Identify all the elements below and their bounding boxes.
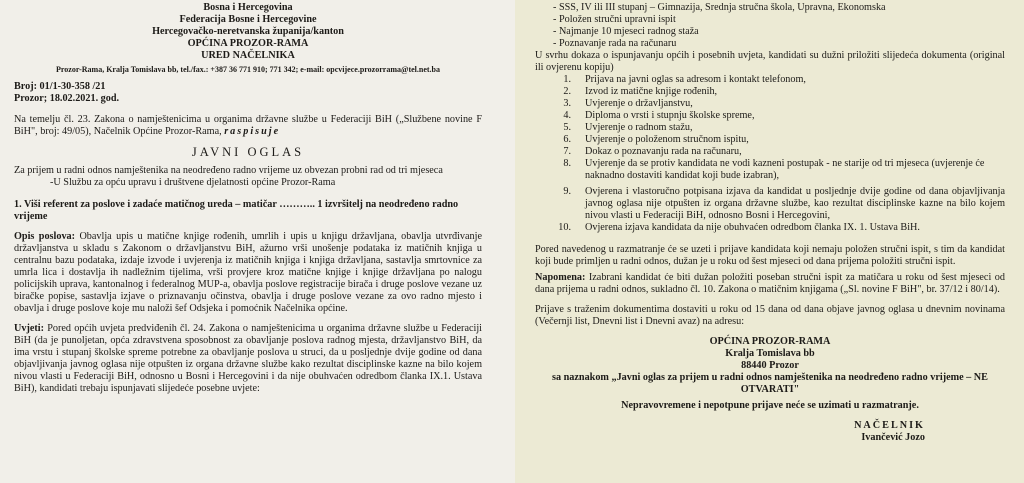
special-conditions-list	[535, 2, 1005, 50]
address-line: Kralja Tomislava bb	[725, 348, 815, 359]
purpose-text: Za prijem u radni odnos namještenika na neodređeno radno vrijeme uz obvezan probni rad od tri mjeseca	[14, 165, 443, 176]
list-item: - SSS, IV ili III stupanj – Gimnazija, Srednja stručna škola, Upravna, Ekonomska	[553, 2, 1005, 14]
address-line: 88440 Prozor	[741, 360, 799, 371]
note-exam: Pored navedenog u razmatranje će se uzeti i prijave kandidata koji nemaju položen stručni ispit, s tim da kandidat koji bude primljen u radni odnos, dužan je u roku od šest mjeseci od dana prijema položiti stručni ispit.	[535, 244, 1005, 267]
intro-text: Na temelju čl. 23. Zakona o namještenicima u organima državne službe u Federaciji BiH („Službene novine F BiH", broj: 49/05), Načelnik Općine Prozor-Rama, raspisuje	[14, 114, 482, 137]
documents-list	[535, 74, 1005, 234]
list-item: 4. Diploma o vrsti i stupnju školske spreme,	[563, 110, 755, 121]
delivery-text: Prijave s traženim dokumentima dostaviti u roku od 15 dana od dana objave javnog oglasa u dnevnim novinama (Večernji list, Dnevni list i Dnevni avaz) na adresu:	[535, 304, 1005, 327]
conditions-text: Uvjeti: Pored općih uvjeta predviđenih čl. 24. Zakona o namještenicima u organima državne službe u Federaciji BiH (da je punoljetan, opća zdravstvena sposobnost za obavljanje poslova radnog mjesta, državljanstvo BiH, da ima vrstu i stupanj školske spreme potrebne za obavljanje poslova u struci, da u posljednje dvije godine od dana objavljivanja javnog oglasa nije otpušten iz organa državne službe kako rezultat disciplinske kazne na bilo kojem nivou vlasti u Federaciji BiH, odnosno u Bosni i Hercegovini i da nije obuhvaćen odredbom članka IX.1. Ustava BiH), kandidati trebaju ispunjavati slijedeće posebne uvjete:	[14, 323, 482, 394]
ad-title: JAVNI OGLAS	[191, 145, 305, 159]
list-item: 3. Uvjerenje o državljanstvu,	[563, 98, 693, 109]
list-item: 8. Uvjerenje da se protiv kandidata ne vodi kazneni postupak - ne starije od tri mjeseca (uvjerenje će naknadno dostaviti kandidat koji bude izabran),	[563, 158, 985, 181]
list-item: - Najmanje 10 mjeseci radnog staža	[553, 26, 1005, 38]
signature-role: NAČELNIK	[854, 420, 925, 431]
address-line: OPĆINA PROZOR-RAMA	[709, 336, 831, 347]
list-item: 6. Uvjerenje o položenom stručnom ispitu,	[563, 134, 749, 145]
header-canton: Hercegovačko-neretvanska županija/kanton	[152, 26, 344, 37]
signature-name: Ivančević Jozo	[861, 432, 925, 443]
address-note: sa naznakom „Javni oglas za prijem u radni odnos namještenika na neodređeno radno vrijeme – NE OTVARATI"	[552, 372, 988, 395]
header-municipality: OPĆINA PROZOR-RAMA	[187, 38, 309, 49]
remark-text: Napomena: Izabrani kandidat će biti dužan položiti poseban stručni ispit za matičara u roku od šest mjeseci od dana prijema u radni odnos, sukladno čl. 10. Zakona o matičnim knjigama („Sl. novine F BiH", br. 37/12 i 80/14).	[535, 272, 1005, 295]
announcement-right	[535, 2, 1005, 444]
list-item: 5. Uvjerenje o radnom stažu,	[563, 122, 693, 133]
header-contact: Prozor-Rama, Kralja Tomislava bb, tel./fax.: +387 36 771 910; 771 342; e-mail: opcvijece.prozorrama@tel.net.ba	[55, 65, 440, 74]
list-item: 7. Dokaz o poznavanju rada na računaru,	[563, 146, 742, 157]
list-item: - Položen stručni upravni ispit	[553, 14, 1005, 26]
warning-text: Nepravovremene i nepotpune prijave neće se uzimati u razmatranje.	[621, 400, 919, 411]
list-item: 10. Ovjerena izjava kandidata da nije obuhvaćen odredbom članka IX. 1. Ustava BiH.	[558, 222, 920, 233]
list-item: 9. Ovjerena i vlastoručno potpisana izjava da kandidat u posljednje dvije godine od dana objavljivanja javnog oglasa nije otpušten iz organa državne službe, kao rezultat disciplinske kazne na bilo kojem nivou vlasti u Federaciji BiH, odnosno Bosni i Hercegovini,	[563, 186, 1005, 221]
position-title: 1. Viši referent za poslove i zadaće matičnog ureda – matičar ……….. 1 izvršitelj na neodređeno radno vrijeme	[14, 199, 459, 222]
right-column	[515, 0, 1024, 483]
announcement-left	[14, 2, 482, 395]
list-item: 1. Prijava na javni oglas sa adresom i kontakt telefonom,	[563, 74, 806, 85]
ref-date: Prozor; 18.02.2021. god.	[14, 93, 120, 104]
header-federation: Federacija Bosne i Hercegovine	[179, 14, 317, 25]
ref-number: Broj: 01/1-30-358 /21	[14, 81, 106, 92]
header-office: URED NAČELNIKA	[201, 50, 295, 61]
duties-text: Opis poslova: Obavlja upis u matične knjige rođenih, umrlih i upis u knjigu državljana, obavlja utvrđivanje državljanstva u skladu s Zakonom o državljanstvu BiH, ažurno vrši unošenje podataka iz matičnih knjiga u centralnu bazu podataka, izdaje izvode i uvjerenja iz matičnih knjiga i knjiga državljana, sastavlja smrtovnice za umrla lica i dostavlja ih nadležnim tijelima, vrši provjere kroz matične knjige i knjige državljana po nalogu policijskih uprava, kantonalnog i federalnog MUP-a, obavlja poslove registracije birača i druge poslove vezane uz biračke popise, sastavlja izjave o priznavanju očinstva, obavlja i druge poslove vezane za ovo radno mjesto i obavlja i druge poslove koje mu naloži šef Odsjeka i pomoćnik Načelnika općine.	[14, 231, 482, 314]
purpose-service: -U Službu za opću upravu i društvene djelatnosti općine Prozor-Rama	[50, 177, 336, 188]
header-country: Bosna i Hercegovina	[203, 2, 293, 13]
intro-spaced: raspisuje	[224, 126, 281, 137]
list-item: - Poznavanje rada na računaru	[553, 38, 1005, 50]
list-item: 2. Izvod iz matične knjige rođenih,	[563, 86, 718, 97]
proof-intro: U svrhu dokaza o ispunjavanju općih i posebnih uvjeta, kandidati su dužni priložiti slijedeća dokumenta (original ili ovjerenu kopiju)	[535, 50, 1005, 73]
